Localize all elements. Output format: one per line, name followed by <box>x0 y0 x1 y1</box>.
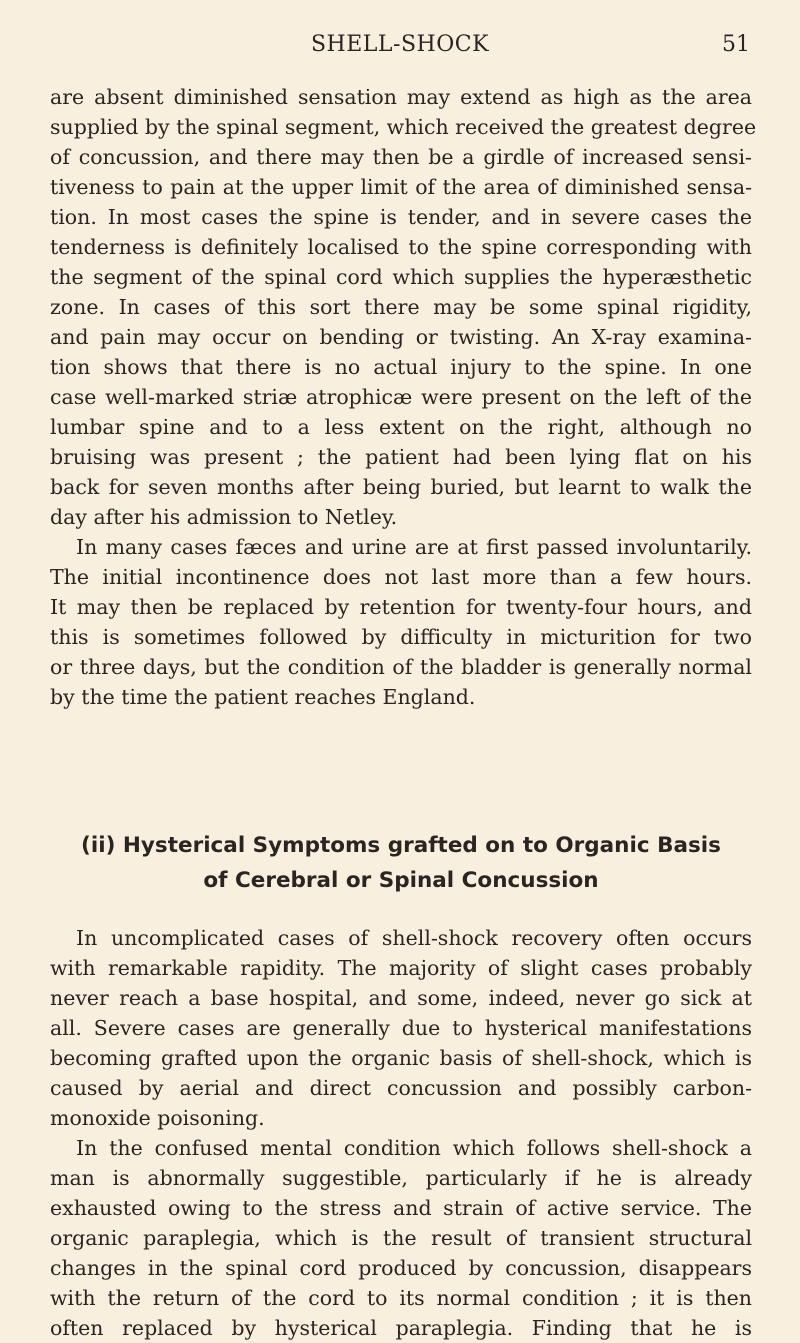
text-line: In the confused mental condition which follows shell-shock a <box>76 1136 752 1160</box>
text-line: the segment of the spinal cord which supplies the hyperæsthetic <box>50 265 752 289</box>
text-line: bruising was present ; the patient had been lying flat on his <box>50 445 752 469</box>
text-line: exhausted owing to the stress and strain of active service. The <box>50 1196 752 1220</box>
text-line: all. Severe cases are generally due to hysterical manifestations <box>50 1016 752 1040</box>
text-line: with the return of the cord to its normal condition ; it is then <box>50 1286 752 1310</box>
paragraph <box>50 532 752 712</box>
text-line: never reach a base hospital, and some, indeed, never go sick at <box>50 986 752 1010</box>
text-line: zone. In cases of this sort there may be some spinal rigidity, <box>50 295 752 319</box>
paragraph <box>50 82 757 532</box>
text-line: of concussion, and there may then be a girdle of increased sensi- <box>50 145 752 169</box>
text-line: supplied by the spinal segment, which received the greatest degree <box>50 115 757 139</box>
text-line: In uncomplicated cases of shell-shock recovery often occurs <box>76 926 752 950</box>
text-line: by the time the patient reaches England. <box>50 685 476 709</box>
text-line: and pain may occur on bending or twisting. An X-ray examina- <box>50 325 752 349</box>
page-number: 51 <box>722 32 750 57</box>
text-line: back for seven months after being buried, but learnt to walk the <box>50 475 752 499</box>
text-line: The initial incontinence does not last more than a few hours. <box>50 565 752 589</box>
text-line: tion shows that there is no actual injury to the spine. In one <box>50 355 752 379</box>
text-line: changes in the spinal cord produced by concussion, disappears <box>50 1256 752 1280</box>
text-line: organic paraplegia, which is the result of transient structural <box>50 1226 752 1250</box>
text-line: tenderness is definitely localised to the spine corresponding with <box>50 235 752 259</box>
text-line: case well-marked striæ atrophicæ were present on the left of the <box>50 385 752 409</box>
text-line: It may then be replaced by retention for twenty-four hours, and <box>50 595 752 619</box>
section-heading-line-2: of Cerebral or Spinal Concussion <box>203 868 599 893</box>
paragraph <box>50 923 752 1133</box>
text-line: In many cases fæces and urine are at first passed involuntarily. <box>76 535 752 559</box>
text-line: caused by aerial and direct concussion and possibly carbon- <box>50 1076 752 1100</box>
text-line: tion. In most cases the spine is tender, and in severe cases the <box>50 205 752 229</box>
paragraph <box>50 1133 752 1343</box>
text-line: tiveness to pain at the upper limit of the area of diminished sensa- <box>50 175 752 199</box>
text-line: lumbar spine and to a less extent on the right, although no <box>50 415 752 439</box>
text-line: or three days, but the condition of the bladder is generally normal <box>50 655 752 679</box>
text-line: monoxide poisoning. <box>50 1106 265 1130</box>
text-line: this is sometimes followed by difficulty in micturition for two <box>50 625 752 649</box>
text-line: becoming grafted upon the organic basis of shell-shock, which is <box>50 1046 752 1070</box>
section-heading <box>50 828 752 898</box>
running-head <box>0 32 800 64</box>
running-title: SHELL-SHOCK <box>310 32 490 57</box>
text-line: man is abnormally suggestible, particularly if he is already <box>50 1166 752 1190</box>
text-line: with remarkable rapidity. The majority of slight cases probably <box>50 956 752 980</box>
section-heading-line-1: (ii) Hysterical Symptoms grafted on to Organic Basis <box>81 833 721 858</box>
text-line: day after his admission to Netley. <box>50 505 398 529</box>
text-line: are absent diminished sensation may extend as high as the area <box>50 85 752 109</box>
text-line: often replaced by hysterical paraplegia. Finding that he is <box>50 1316 752 1340</box>
